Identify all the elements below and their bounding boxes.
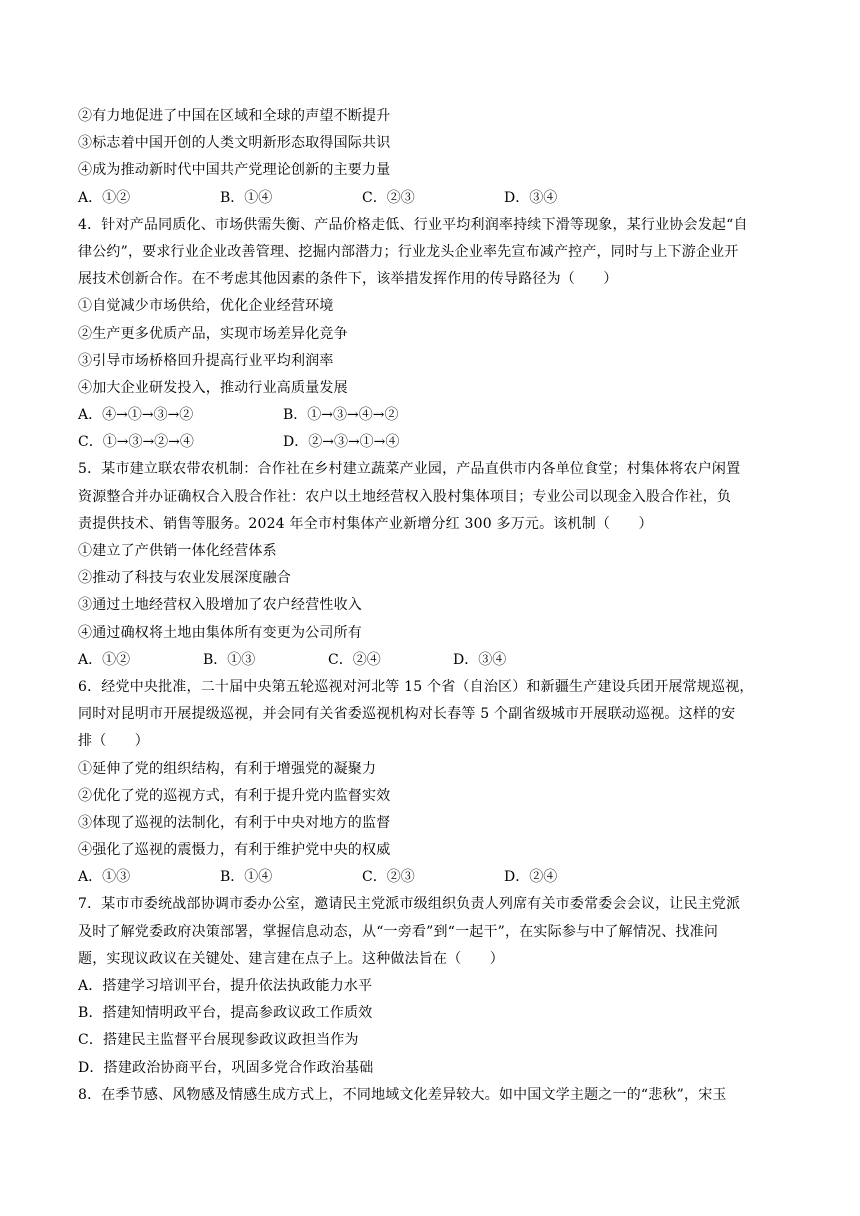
q4-option-b: B．①→③→④→②: [283, 407, 399, 424]
q5-options: [78, 647, 794, 674]
q8-stem-line: 8．在季节感、风物感及情感生成方式上，不同地域文化差异较大。如中国文学主题之一的“悲秋”，宋玉: [78, 1086, 727, 1103]
q3-option-b: B．①④: [220, 189, 273, 206]
q5-stem-line: 5．某市建立联农带农机制：合作社在乡村建立蔬菜产业园，产品直供市内各单位食堂；村集体将农户闲置: [78, 461, 741, 478]
q6-stem-line: 同时对昆明市开展提级巡视，并会同有关省委巡视机构对长春等 5 个副省级城市开展联动巡视。这样的安: [78, 706, 736, 723]
q4-stem-line: 律公约”，要求行业企业改善管理、挖掘内部潜力；行业龙头企业率先宣布减产控产，同时与上下游企业开: [78, 243, 739, 260]
q5-item-3: ③通过土地经营权入股增加了农户经营性收入: [78, 597, 362, 614]
q5-option-b: B．①③: [203, 651, 256, 668]
question-7: [78, 891, 794, 1081]
q6-stem-line: 6．经党中央批准，二十届中央第五轮巡视对河北等 15 个省（自治区）和新疆生产建设兵团开展常规巡视，: [78, 678, 754, 695]
q6-stem-line: 排（ ）: [78, 733, 149, 750]
q6-item-3: ③体现了巡视的法制化，有利于中央对地方的监督: [78, 814, 391, 831]
q3-option-a: A．①②: [78, 189, 131, 206]
q4-option-c: C．①→③→②→④: [78, 434, 194, 451]
q5-item-4: ④通过确权将土地由集体所有变更为公司所有: [78, 624, 362, 641]
q4-option-a: A．④→①→③→②: [78, 407, 194, 424]
q6-option-c: C．②③: [362, 869, 415, 886]
q5-option-d: D．③④: [453, 651, 507, 668]
question-5: [78, 456, 794, 674]
q3-option-d: D．③④: [504, 189, 558, 206]
q5-stem-line: 责提供技术、销售等服务。2024 年全市村集体产业新增分红 300 多万元。该机制（ ）: [78, 515, 653, 532]
q6-item-4: ④强化了巡视的震慑力，有利于维护党中央的权威: [78, 842, 391, 859]
q4-item-2: ②生产更多优质产品，实现市场差异化竞争: [78, 325, 348, 342]
q4-option-d: D．②→③→①→④: [283, 434, 400, 451]
q5-item-2: ②推动了科技与农业发展深度融合: [78, 570, 291, 587]
q3-option-c: C．②③: [362, 189, 415, 206]
q7-option-c: C．搭建民主监督平台展现参政议政担当作为: [78, 1032, 359, 1049]
q6-option-b: B．①④: [220, 869, 273, 886]
q7-stem-line: 及时了解党委政府决策部署，掌握信息动态，从“一旁看”到“一起干”，在实际参与中了解情况、找准问: [78, 923, 719, 940]
q4-item-3: ③引导市场桥格回升提高行业平均利润率: [78, 352, 334, 369]
q4-options-row-1: [78, 402, 794, 429]
q6-option-a: A．①③: [78, 869, 131, 886]
q7-stem-line: 题，实现议政议在关键处、建言建在点子上。这种做法旨在（ ）: [78, 950, 504, 967]
q3-item-2: ②有力地促进了中国在区域和全球的声望不断提升: [78, 108, 391, 124]
q3-item-3: ③标志着中国开创的人类文明新形态取得国际共识: [78, 135, 391, 152]
question-6: [78, 674, 794, 892]
q6-item-2: ②优化了党的巡视方式，有利于提升党内监督实效: [78, 787, 391, 804]
question-3-tail: [78, 103, 794, 212]
q3-item-4: ④成为推动新时代中国共产党理论创新的主要力量: [78, 162, 391, 179]
q7-option-a: A．搭建学习培训平台，提升依法执政能力水平: [78, 978, 373, 994]
question-4: [78, 212, 794, 457]
q7-option-b: B．搭建知情明政平台，提高参政议政工作质效: [78, 1005, 373, 1022]
q4-stem-line: 4．针对产品同质化、市场供需失衡、产品价格走低、行业平均利润率持续下滑等现象，某行业协会发起“自: [78, 216, 748, 233]
q5-option-a: A．①②: [78, 651, 131, 668]
q7-option-d: D．搭建政治协商平台，巩固多党合作政治基础: [78, 1059, 374, 1076]
q4-item-1: ①自觉减少市场供给，优化企业经营环境: [78, 298, 334, 315]
q7-stem-line: 7．某市市委统战部协调市委办公室，邀请民主党派市级组织负责人列席有关市委常委会会议，让民主党派: [78, 896, 741, 913]
q5-item-1: ①建立了产供销一体化经营体系: [78, 543, 277, 559]
q4-stem-line: 展技术创新合作。在不考虑其他因素的条件下，该举措发挥作用的传导路径为（ ）: [78, 271, 618, 288]
q6-options: [78, 864, 794, 891]
q4-item-4: ④加大企业研发投入，推动行业高质量发展: [78, 379, 348, 396]
q5-option-c: C．②④: [328, 651, 381, 668]
q3-options: [78, 185, 794, 212]
q4-options-row-2: [78, 429, 794, 456]
q6-option-d: D．②④: [504, 869, 558, 886]
q6-item-1: ①延伸了党的组织结构，有利于增强党的凝聚力: [78, 760, 377, 777]
question-8: [78, 1082, 794, 1109]
q5-stem-line: 资源整合并办证确权合入股合作社：农户以土地经营权入股村集体项目；专业公司以现金入股合作社，负: [78, 488, 732, 505]
